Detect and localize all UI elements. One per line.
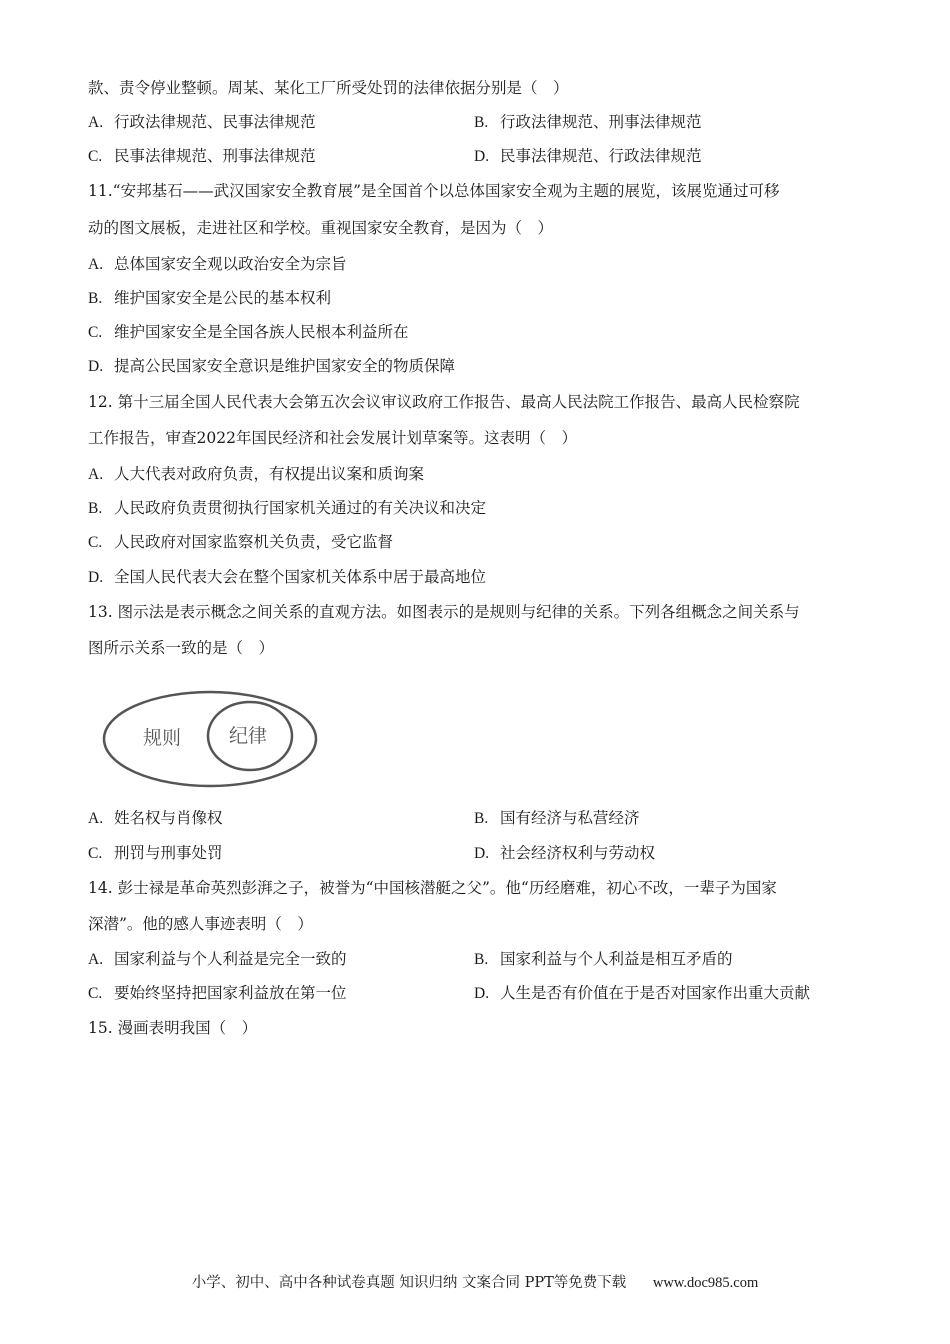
- q13-option-a: [88, 808, 223, 829]
- option-text: 行政法律规范、民事法律规范: [114, 113, 316, 131]
- q11-option-a: [88, 254, 347, 275]
- q15-stem: 15. 漫画表明我国（ ）: [88, 1019, 258, 1037]
- option-letter: C.: [88, 845, 103, 862]
- q10-stem-tail: 款、责令停业整顿。周某、某化工厂所受处罚的法律依据分别是（ ）: [88, 79, 569, 97]
- q14-option-d: [474, 983, 810, 1004]
- option-text: 全国人民代表大会在整个国家机关体系中居于最高地位: [114, 568, 487, 586]
- option-letter: A.: [88, 951, 104, 968]
- option-text: 行政法律规范、刑事法律规范: [500, 113, 702, 131]
- option-text: 总体国家安全观以政治安全为宗旨: [114, 255, 347, 273]
- option-text: 国有经济与私营经济: [500, 809, 640, 827]
- q10-option-b: [474, 112, 702, 133]
- q12-option-a: [88, 464, 424, 485]
- option-letter: D.: [88, 569, 104, 586]
- option-letter: D.: [474, 845, 490, 862]
- option-text: 社会经济权利与劳动权: [500, 844, 656, 862]
- option-text: 人民政府对国家监察机关负责，受它监督: [114, 533, 394, 551]
- option-letter: A.: [88, 114, 104, 131]
- option-letter: B.: [88, 290, 103, 307]
- q14-stem-line1: 14. 彭士禄是革命英烈彭湃之子，被誉为“中国核潜艇之父”。他“历经磨难，初心不改，一辈子为国家: [88, 879, 777, 897]
- q11-option-c: [88, 322, 409, 343]
- inner-label: 纪律: [228, 725, 268, 747]
- option-text: 维护国家安全是公民的基本权利: [114, 289, 332, 307]
- option-text: 要始终坚持把国家利益放在第一位: [114, 984, 347, 1002]
- option-text: 刑罚与刑事处罚: [114, 844, 223, 862]
- option-text: 提高公民国家安全意识是维护国家安全的物质保障: [114, 357, 456, 375]
- q14-option-b: [474, 949, 733, 970]
- q14-option-a: [88, 949, 347, 970]
- option-letter: C.: [88, 985, 103, 1002]
- option-text: 人大代表对政府负责，有权提出议案和质询案: [114, 465, 425, 483]
- q13-stem-line2: 图所示关系一致的是（ ）: [88, 639, 275, 657]
- q11-stem-line1: 11.“安邦基石——武汉国家安全教育展”是全国首个以总体国家安全观为主题的展览，该展览通过可移: [88, 182, 780, 200]
- q12-option-c: [88, 532, 393, 553]
- q13-option-b: [474, 808, 640, 829]
- q10-option-a: [88, 112, 316, 133]
- q12-option-d: [88, 567, 486, 588]
- option-text: 维护国家安全是全国各族人民根本利益所在: [114, 323, 409, 341]
- option-text: 民事法律规范、行政法律规范: [500, 147, 702, 165]
- option-letter: D.: [88, 358, 104, 375]
- option-letter: A.: [88, 466, 104, 483]
- option-letter: A.: [88, 256, 104, 273]
- option-text: 人生是否有价值在于是否对国家作出重大贡献: [500, 984, 811, 1002]
- option-letter: B.: [474, 810, 489, 827]
- option-text: 国家利益与个人利益是完全一致的: [114, 950, 347, 968]
- option-text: 姓名权与肖像权: [114, 809, 223, 827]
- rules-discipline-diagram: [100, 688, 320, 790]
- option-letter: B.: [88, 500, 103, 517]
- q12-stem-line1: 12. 第十三届全国人民代表大会第五次会议审议政府工作报告、最高人民法院工作报告、最高人民检察院: [88, 393, 800, 411]
- option-letter: C.: [88, 534, 103, 551]
- q13-stem-line1: 13. 图示法是表示概念之间关系的直观方法。如图表示的是规则与纪律的关系。下列各组概念之间关系与: [88, 603, 800, 621]
- q12-option-b: [88, 498, 486, 519]
- page-footer: [0, 1271, 950, 1292]
- outer-ellipse: [104, 692, 316, 786]
- q11-option-b: [88, 288, 331, 309]
- q11-option-d: [88, 356, 455, 377]
- option-letter: B.: [474, 114, 489, 131]
- footer-text: 小学、初中、高中各种试卷真题 知识归纳 文案合同 PPT等免费下载: [191, 1275, 627, 1291]
- option-letter: A.: [88, 810, 104, 827]
- option-letter: D.: [474, 148, 490, 165]
- option-text: 人民政府负责贯彻执行国家机关通过的有关决议和决定: [114, 499, 487, 517]
- q14-option-c: [88, 983, 347, 1004]
- q10-option-d: [474, 146, 702, 167]
- outer-label: 规则: [142, 727, 182, 749]
- q14-stem-line2: 深潜”。他的感人事迹表明（ ）: [88, 915, 313, 933]
- q11-stem-line2: 动的图文展板，走进社区和学校。重视国家安全教育，是因为（ ）: [88, 219, 554, 237]
- footer-site-link[interactable]: www.doc985.com: [652, 1275, 759, 1291]
- option-letter: B.: [474, 951, 489, 968]
- option-letter: C.: [88, 148, 103, 165]
- option-text: 国家利益与个人利益是相互矛盾的: [500, 950, 733, 968]
- option-letter: C.: [88, 324, 103, 341]
- q12-stem-line2: 工作报告，审查2022年国民经济和社会发展计划草案等。这表明（ ）: [88, 429, 577, 447]
- q13-option-c: [88, 843, 223, 864]
- option-text: 民事法律规范、刑事法律规范: [114, 147, 316, 165]
- q10-option-c: [88, 146, 316, 167]
- option-letter: D.: [474, 985, 490, 1002]
- q13-option-d: [474, 843, 655, 864]
